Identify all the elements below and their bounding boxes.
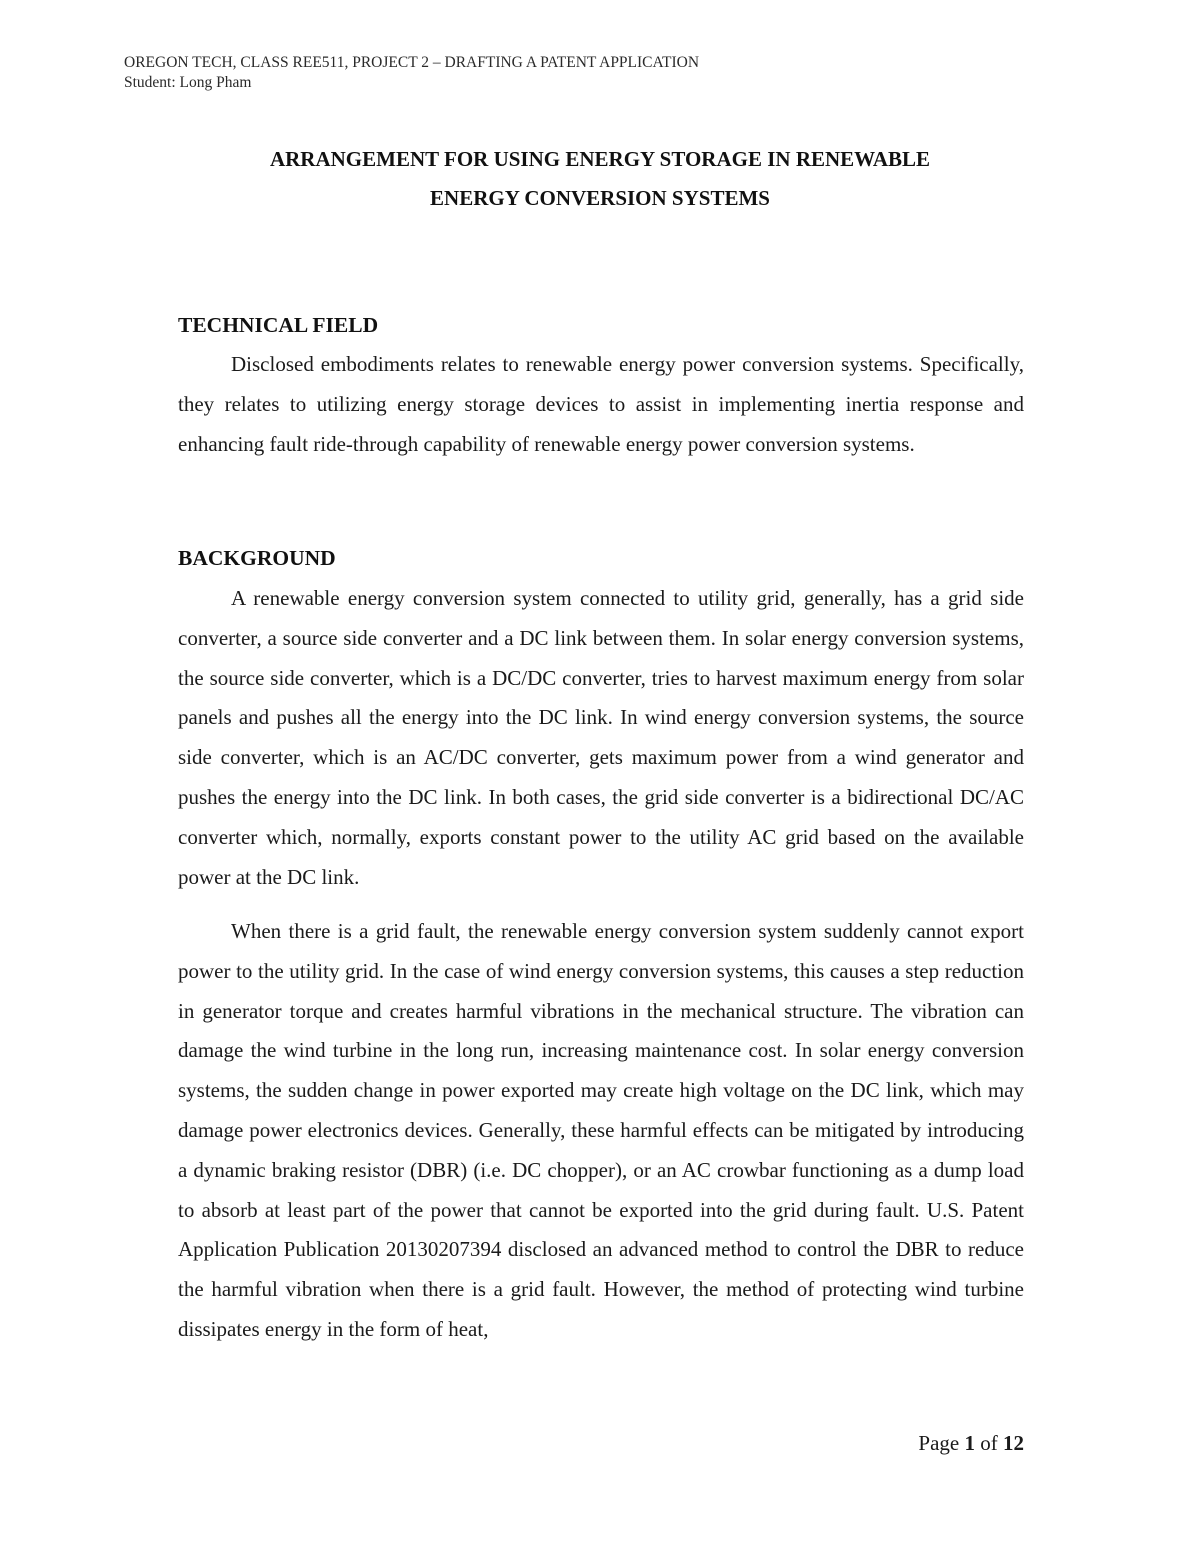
title-line-2: ENERGY CONVERSION SYSTEMS: [430, 186, 770, 210]
paragraph-technical-field: Disclosed embodiments relates to renewable energy power conversion systems. Specifically, they relates to utilizing energy storage devices to assist in implementing inertia response and enhancing fault ride-through capability of renewable energy power conversion systems.: [178, 352, 1024, 456]
heading-technical-field: TECHNICAL FIELD: [178, 313, 379, 337]
total-page-count: 12: [1003, 1431, 1024, 1455]
of-word: of: [980, 1431, 998, 1455]
running-header: [124, 53, 699, 93]
page-number: [918, 1430, 1024, 1456]
title-line-1: ARRANGEMENT FOR USING ENERGY STORAGE IN RENEWABLE: [269, 147, 931, 171]
header-course-line: OREGON TECH, CLASS REE511, PROJECT 2 – DRAFTING A PATENT APPLICATION: [124, 54, 700, 71]
paragraph-background-1: A renewable energy conversion system connected to utility grid, generally, has a grid side converter, a source side converter and a DC link between them. In solar energy conversion systems, the source side converter, which is a DC/DC converter, tries to harvest maximum energy from solar panels and pushes all the energy into the DC link. In wind energy conversion systems, the source side converter, which is an AC/DC converter, gets maximum power from a wind generator and pushes the energy into the DC link. In both cases, the grid side converter is a bidirectional DC/AC converter which, normally, exports constant power to the utility AC grid based on the available power at the DC link.: [178, 586, 1024, 889]
header-student-line: Student: Long Pham: [124, 74, 252, 91]
document-title: [150, 140, 1050, 218]
current-page-number: 1: [964, 1431, 975, 1455]
heading-background: BACKGROUND: [178, 546, 336, 570]
page-word: Page: [918, 1431, 960, 1455]
paragraph-background-2: When there is a grid fault, the renewable energy conversion system suddenly cannot export power to the utility grid. In the case of wind energy conversion systems, this causes a step reduction in generator torque and creates harmful vibrations in the mechanical structure. The vibration can damage the wind turbine in the long run, increasing maintenance cost. In solar energy conversion systems, the sudden change in power exported may create high voltage on the DC link, which may damage power electronics devices. Generally, these harmful effects can be mitigated by introducing a dynamic braking resistor (DBR) (i.e. DC chopper), or an AC crowbar functioning as a dump load to absorb at least part of the power that cannot be exported into the grid during fault. U.S. Patent Application Publication 20130207394 disclosed an advanced method to control the DBR to reduce the harmful vibration when there is a grid fault. However, the method of protecting wind turbine dissipates energy in the form of heat,: [178, 919, 1024, 1341]
